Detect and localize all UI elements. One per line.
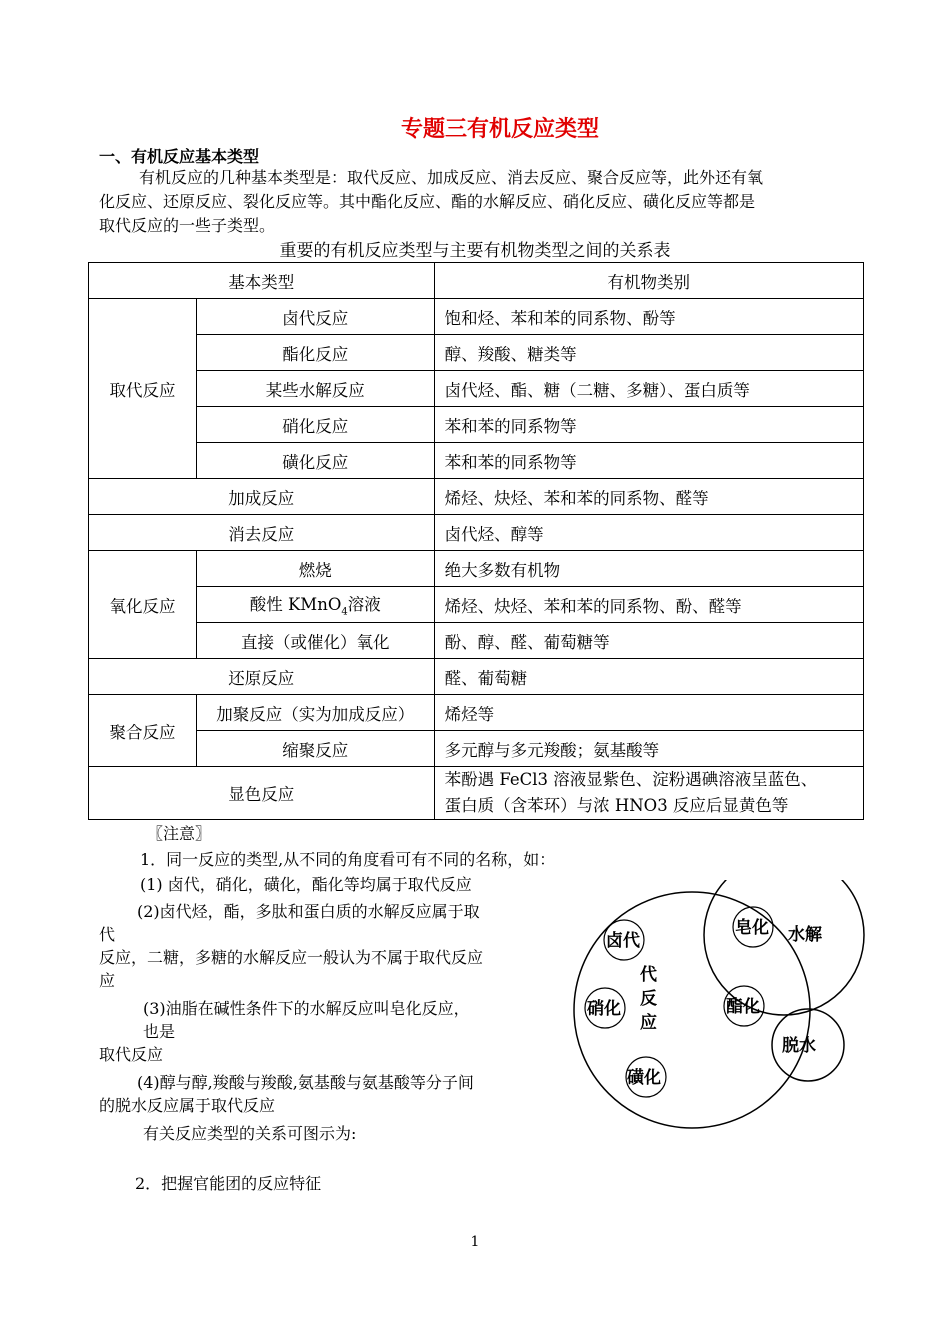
kmno4-suffix: 溶液: [347, 595, 381, 615]
oxidation-label: 氧化反应: [89, 551, 197, 659]
class-cell: 饱和烃、苯和苯的同系物、酚等: [434, 299, 863, 335]
reduction-label: 还原反应: [89, 659, 435, 695]
table-row: [89, 767, 864, 820]
page-number: 1: [470, 1234, 480, 1250]
sulfonation-label: 磺化: [627, 1068, 661, 1088]
intro-line: 化反应、还原反应、裂化反应等。其中酯化反应、酯的水解反应、硝化反应、磺化反应等都是: [99, 192, 756, 211]
note-line: 应: [99, 971, 116, 990]
class-cell: 卤代烃、酯、糖（二糖、多糖）、蛋白质等: [434, 371, 863, 407]
subtype-cell: 酯化反应: [196, 335, 434, 371]
note-item-2: 2．把握官能团的反应特征: [135, 1174, 322, 1193]
subtype-cell: 缩聚反应: [196, 731, 434, 767]
note-point-2: [99, 900, 569, 992]
subtype-cell: 加聚反应（实为加成反应）: [196, 695, 434, 731]
color-line: 蛋白质（含苯环）与浓 HNO3 反应后显黄色等: [444, 796, 789, 815]
note-line: (2)卤代烃，酯，多肽和蛋白质的水解反应属于取: [137, 902, 480, 921]
table-row: [89, 299, 864, 335]
class-cell: 烯烃、炔烃、苯和苯的同系物、醛等: [434, 479, 863, 515]
table-row: [89, 515, 864, 551]
class-cell: 多元醇与多元羧酸；氨基酸等: [434, 731, 863, 767]
kmno4-prefix: 酸性 KMnO: [249, 595, 342, 615]
table-row: [89, 659, 864, 695]
note-line: 取代反应: [99, 1045, 164, 1064]
table-row: [89, 371, 864, 407]
center-char: 代: [640, 965, 657, 985]
table-row: [89, 731, 864, 767]
class-cell: 绝大多数有机物: [434, 551, 863, 587]
note-line: 的脱水反应属于取代反应: [99, 1096, 276, 1115]
header-type: 基本类型: [89, 263, 435, 299]
note-line: 也是: [143, 1022, 176, 1041]
elimination-label: 消去反应: [89, 515, 435, 551]
intro-line: 取代反应的一些子类型。: [99, 216, 276, 235]
dehydration-label: 脱水: [782, 1036, 816, 1056]
class-cell: 酚、醇、醛、葡萄糖等: [434, 623, 863, 659]
note-line: (3)油脂在碱性条件下的水解反应叫皂化反应，: [143, 999, 470, 1018]
saponification-label: 皂化: [735, 918, 769, 938]
intro-line: 有机反应的几种基本类型是：取代反应、加成反应、消去反应、聚合反应等，此外还有氧: [139, 168, 764, 187]
class-cell: 卤代烃、醇等: [434, 515, 863, 551]
class-cell: 烯烃等: [434, 695, 863, 731]
note-point-4: [99, 1071, 569, 1117]
nitration-label: 硝化: [587, 999, 621, 1019]
note-line: (4)醇与醇,羧酸与羧酸,氨基酸与氨基酸等分子间: [137, 1073, 474, 1092]
class-cell: [434, 767, 863, 820]
subtype-cell: 直接（或催化）氧化: [196, 623, 434, 659]
subtype-cell: 磺化反应: [196, 443, 434, 479]
halogenation-label: 卤代: [606, 931, 640, 951]
subtype-cell: [196, 587, 434, 623]
center-char: 应: [640, 1013, 657, 1033]
substitution-label: 取代反应: [89, 299, 197, 479]
hydrolysis-label: 水解: [788, 925, 822, 945]
table-row: [89, 623, 864, 659]
section-heading: 一、有机反应基本类型: [99, 147, 260, 166]
note-line: 反应，二糖，多糖的水解反应一般认为不属于取代反应: [99, 948, 484, 967]
table-row: [89, 551, 864, 587]
intro-paragraph: [99, 166, 859, 238]
center-char: 反: [640, 989, 657, 1009]
kmno4-subscript: 4: [341, 606, 348, 618]
reaction-table: [88, 262, 864, 820]
table-row: [89, 335, 864, 371]
table-row: [89, 263, 864, 299]
note-item-1: 1．同一反应的类型,从不同的角度看可有不同的名称，如：: [140, 850, 556, 869]
addition-label: 加成反应: [89, 479, 435, 515]
note-line: 代: [99, 925, 116, 944]
subtype-cell: 某些水解反应: [196, 371, 434, 407]
class-cell: 烯烃、炔烃、苯和苯的同系物、酚、醛等: [434, 587, 863, 623]
esterification-label: 酯化: [726, 997, 760, 1017]
note-point-1: (1) 卤代，硝化，磺化，酯化等均属于取代反应: [140, 875, 472, 894]
class-cell: 苯和苯的同系物等: [434, 443, 863, 479]
class-cell: 醇、羧酸、糖类等: [434, 335, 863, 371]
table-row: [89, 407, 864, 443]
page-title: 专题三有机反应类型: [400, 117, 599, 142]
table-caption: 重要的有机反应类型与主要有机物类型之间的关系表: [279, 241, 671, 261]
subtype-cell: 燃烧: [196, 551, 434, 587]
color-line: 苯酚遇 FeCl3 溶液显紫色、淀粉遇碘溶液呈蓝色、: [444, 770, 818, 789]
class-cell: 醛、葡萄糖: [434, 659, 863, 695]
diagram-intro: 有关反应类型的关系可图示为:: [143, 1124, 357, 1143]
note-point-3: [99, 997, 569, 1066]
color-label: 显色反应: [89, 767, 435, 820]
header-class: 有机物类别: [434, 263, 863, 299]
table-row: [89, 587, 864, 623]
notes-heading: 〖注意〗: [147, 824, 212, 843]
table-row: [89, 695, 864, 731]
subtype-cell: 硝化反应: [196, 407, 434, 443]
table-row: [89, 443, 864, 479]
subtype-cell: 卤代反应: [196, 299, 434, 335]
class-cell: 苯和苯的同系物等: [434, 407, 863, 443]
table-row: [89, 479, 864, 515]
reaction-venn-diagram: [570, 880, 880, 1140]
polymerization-label: 聚合反应: [89, 695, 197, 767]
